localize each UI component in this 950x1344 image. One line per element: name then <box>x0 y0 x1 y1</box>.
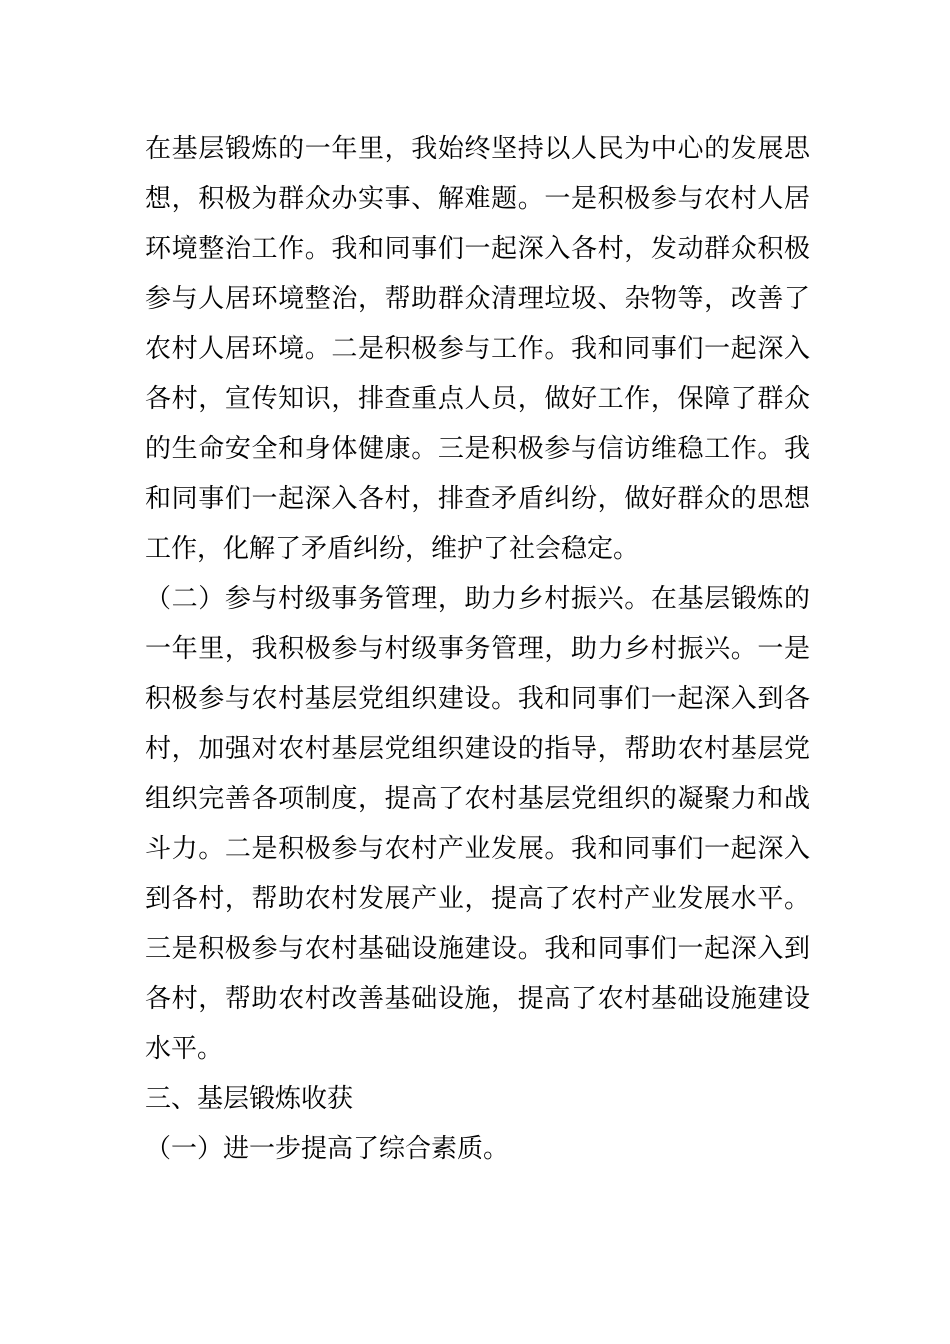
text-line: 的生命安全和身体健康。三是积极参与信访维稳工作。我 <box>145 434 810 464</box>
text-line: 斗力。二是积极参与农村产业发展。我和同事们一起深入 <box>145 834 810 864</box>
text-line: 到各村，帮助农村发展产业，提高了农村产业发展水平。 <box>145 884 810 914</box>
text-line: 三是积极参与农村基础设施建设。我和同事们一起深入到 <box>145 934 810 964</box>
document-body <box>145 124 810 1174</box>
text-line: 农村人居环境。二是积极参与工作。我和同事们一起深入 <box>145 334 810 364</box>
text-line: 村，加强对农村基层党组织建设的指导，帮助农村基层党 <box>145 734 810 764</box>
text-line: 环境整治工作。我和同事们一起深入各村，发动群众积极 <box>145 234 810 264</box>
text-line: 想，积极为群众办实事、解难题。一是积极参与农村人居 <box>145 184 810 214</box>
text-line: 工作，化解了矛盾纠纷，维护了社会稳定。 <box>145 534 640 564</box>
text-line: 各村，宣传知识，排查重点人员，做好工作，保障了群众 <box>145 384 810 414</box>
section-title: 三、基层锻炼收获 <box>145 1084 354 1114</box>
text-line: 各村，帮助农村改善基础设施，提高了农村基础设施建设 <box>145 984 810 1014</box>
text-line: 和同事们一起深入各村，排查矛盾纠纷，做好群众的思想 <box>145 484 810 514</box>
text-line: 一年里，我积极参与村级事务管理，助力乡村振兴。一是 <box>145 634 810 664</box>
section-heading-line: （二）参与村级事务管理，助力乡村振兴。在基层锻炼的 <box>145 584 810 614</box>
text-line: 积极参与农村基层党组织建设。我和同事们一起深入到各 <box>145 684 810 714</box>
text-line: 水平。 <box>145 1034 224 1064</box>
text-line: 在基层锻炼的一年里，我始终坚持以人民为中心的发展思 <box>145 134 810 164</box>
text-line: 参与人居环境整治，帮助群众清理垃圾、杂物等，改善了 <box>145 284 810 314</box>
subsection-title: （一）进一步提高了综合素质。 <box>145 1134 510 1164</box>
text-line: 组织完善各项制度，提高了农村基层党组织的凝聚力和战 <box>145 784 810 814</box>
